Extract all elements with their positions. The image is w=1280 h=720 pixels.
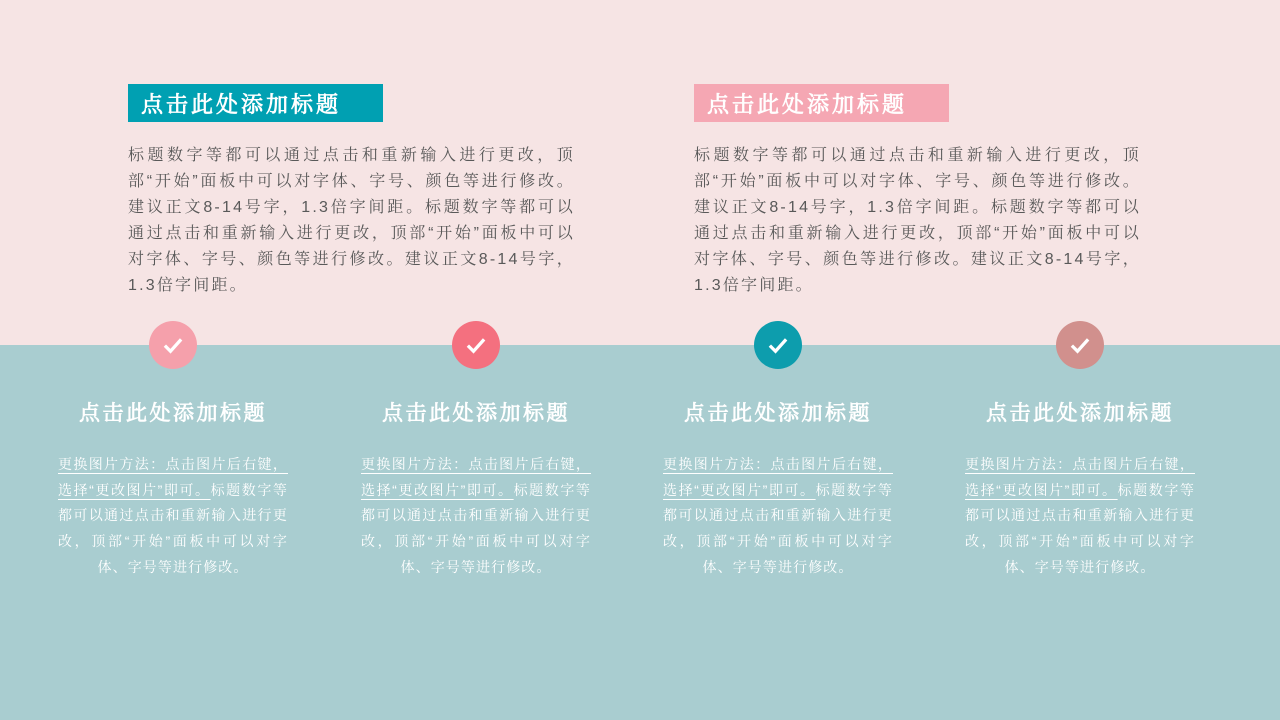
column-heading: 点击此处添加标题 [382,402,570,425]
intro-paragraph: 标题数字等都可以通过点击和重新输入进行更改，顶部“开始”面板中可以对字体、字号、颜色等进行修改。建议正文8-14号字，1.3倍字间距。标题数字等都可以通过点击和重新输入进行更改，顶部“开始”面板中可以对字体、字号、颜色等进行修改。建议正文8-14号字，1.3倍字间距。 [128,147,575,294]
title-bar-pink [694,84,949,122]
title-bar-teal [128,84,383,122]
column-body-underlined: 更换图片方法：点击图片后右键，选择“更改图片”即可。 [663,456,893,498]
column-body-underlined: 更换图片方法：点击图片后右键，选择“更改图片”即可。 [58,456,288,498]
column-body-rest: 标题数字等都可以通过点击和重新输入进行更改，顶部“开始”面板中可以对字体、字号等进行修改。 [663,481,893,575]
column-heading: 点击此处添加标题 [79,402,267,425]
title-text: 点击此处添加标题 [141,91,342,117]
check-circle [754,321,802,369]
column-body-underlined: 更换图片方法：点击图片后右键，选择“更改图片”即可。 [361,456,591,498]
column-body-rest: 标题数字等都可以通过点击和重新输入进行更改，顶部“开始”面板中可以对字体、字号等进行修改。 [58,481,288,575]
intro-section-right [694,84,1144,299]
intro-section-left [128,84,578,299]
column-paragraph [58,452,288,581]
intro-paragraph: 标题数字等都可以通过点击和重新输入进行更改，顶部“开始”面板中可以对字体、字号、颜色等进行修改。建议正文8-14号字，1.3倍字间距。标题数字等都可以通过点击和重新输入进行更改，顶部“开始”面板中可以对字体、字号、颜色等进行修改。建议正文8-14号字，1.3倍字间距。 [694,147,1141,294]
check-icon [461,330,491,360]
check-icon [1065,330,1095,360]
column-body-rest: 标题数字等都可以通过点击和重新输入进行更改，顶部“开始”面板中可以对字体、字号等进行修改。 [361,481,591,575]
column-body-underlined: 更换图片方法：点击图片后右键，选择“更改图片”即可。 [965,456,1195,498]
check-icon [763,330,793,360]
column-paragraph [965,452,1195,581]
check-icon [158,330,188,360]
column-paragraph [361,452,591,581]
check-circle [149,321,197,369]
column-heading: 点击此处添加标题 [684,402,872,425]
column-body-rest: 标题数字等都可以通过点击和重新输入进行更改，顶部“开始”面板中可以对字体、字号等进行修改。 [965,481,1195,575]
title-text: 点击此处添加标题 [707,91,908,117]
check-circle [452,321,500,369]
column-heading: 点击此处添加标题 [986,402,1174,425]
column-paragraph [663,452,893,581]
check-circle [1056,321,1104,369]
